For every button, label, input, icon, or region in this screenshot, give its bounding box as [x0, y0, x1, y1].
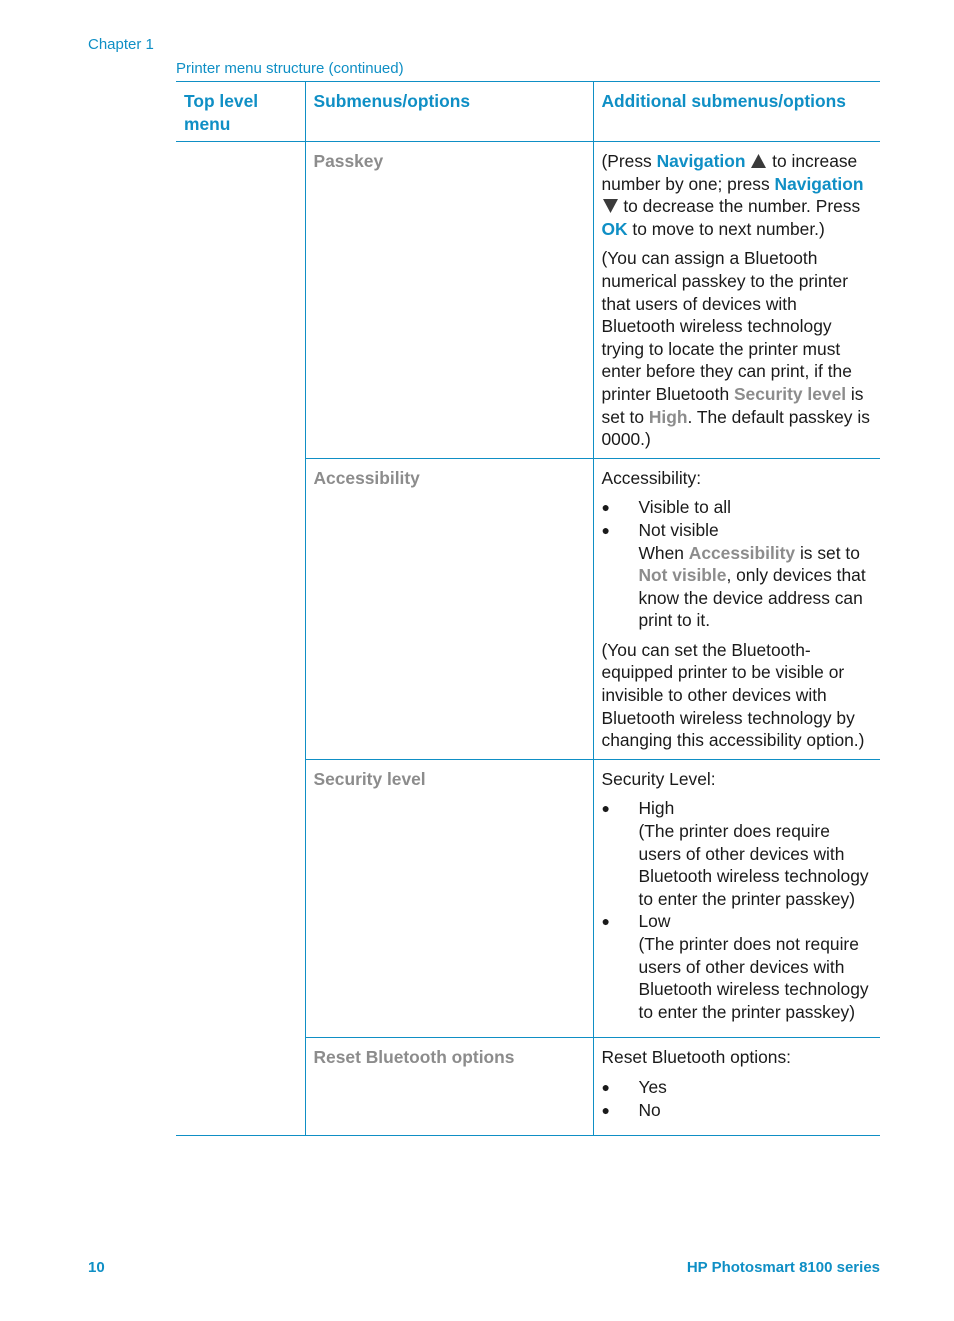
bullet-icon: ● [601, 913, 610, 930]
list-item: ● High (The printer does require users of other devices with Bluetooth wireless technology to enter the printer passkey) [601, 798, 869, 909]
submenu-security-level: Security level [313, 768, 426, 789]
bullet-icon: ● [601, 521, 610, 538]
options-cell [593, 458, 880, 759]
submenu-cell [305, 759, 593, 1038]
security-intro: Security Level: [601, 768, 716, 789]
accessibility-options-list [602, 496, 873, 632]
submenu-cell [305, 1038, 593, 1136]
options-cell [593, 142, 880, 459]
reset-options-list [602, 1076, 873, 1121]
not-visible-note: When Accessibility is set to Not visible, only devices that know the device address can print to it. [638, 542, 866, 631]
submenu-accessibility: Accessibility [313, 467, 420, 488]
passkey-instructions: (Press Navigation to increase number by one; press Navigation to decrease the number. Press OK to move to next number.) [601, 151, 864, 239]
column-header-top-level: Top level menu [176, 82, 305, 142]
chapter-label: Chapter 1 [88, 36, 154, 53]
list-item: ● Yes [601, 1076, 667, 1097]
options-cell [593, 1038, 880, 1136]
submenu-reset-bluetooth: Reset Bluetooth options [313, 1047, 515, 1068]
column-header-additional: Additional submenus/options [593, 82, 880, 142]
list-item: ● Visible to all [601, 497, 731, 518]
security-options-list [602, 797, 873, 1023]
navigation-up-arrow-icon [750, 153, 767, 169]
navigation-term: Navigation [656, 151, 746, 171]
ok-term: OK [601, 218, 628, 239]
accessibility-description: (You can set the Bluetooth-equipped printer to be visible or invisible to other devices with Bluetooth wireless technology by changing this accessibility option.) [601, 639, 865, 751]
security-level-term: Security level [733, 383, 847, 404]
passkey-description: (You can assign a Bluetooth numerical passkey to the printer that users of devices with Bluetooth wireless technology trying to locate the printer must enter before they can print, if the printer Bluetooth Security level is set to High. The default passkey is 0000.) [601, 248, 870, 450]
page-number: 10 [88, 1259, 105, 1276]
options-cell [593, 759, 880, 1038]
bullet-icon: ● [601, 800, 610, 817]
bullet-icon: ● [601, 1101, 610, 1118]
top-level-cell [176, 142, 305, 1136]
list-item: ● Low (The printer does not require users of other devices with Bluetooth wireless technology to enter the printer passkey) [601, 911, 869, 1022]
accessibility-intro: Accessibility: [601, 467, 702, 488]
column-header-submenus: Submenus/options [305, 82, 593, 142]
submenu-cell [305, 458, 593, 759]
high-term: High [648, 406, 688, 427]
table-caption: Printer menu structure (continued) [176, 60, 404, 77]
submenu-cell [305, 142, 593, 459]
reset-intro: Reset Bluetooth options: [601, 1047, 791, 1068]
list-item: ● Not visible When Accessibility is set to Not visible, only devices that know the device address can print to it. [601, 519, 866, 631]
bullet-icon: ● [601, 1078, 610, 1095]
submenu-passkey: Passkey [313, 151, 384, 171]
printer-menu-table [176, 81, 880, 1136]
bullet-icon: ● [601, 499, 610, 516]
list-item: ● No [601, 1099, 661, 1120]
table-header-row [176, 82, 880, 142]
navigation-term: Navigation [774, 173, 864, 194]
table-row-passkey [176, 142, 880, 459]
navigation-down-arrow-icon [602, 198, 619, 214]
footer-title: HP Photosmart 8100 series [686, 1259, 880, 1276]
